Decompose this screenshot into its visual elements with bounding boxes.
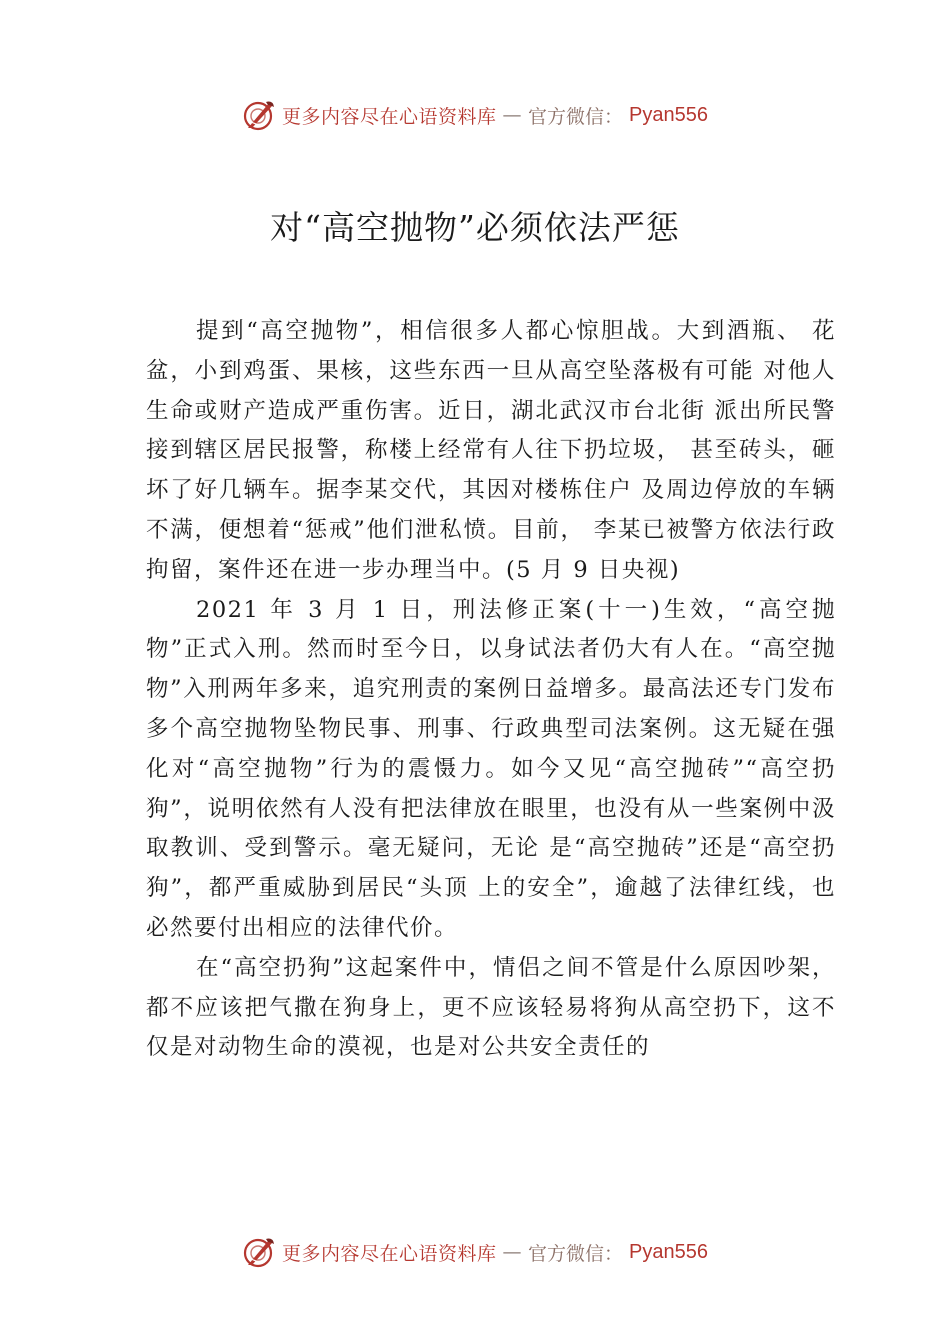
- quill-logo-icon: [242, 1235, 276, 1269]
- banner-slogan: 更多内容尽在心语资料库: [282, 1242, 497, 1265]
- header-banner: [0, 95, 950, 135]
- article-body: [146, 312, 836, 1068]
- article-title: 对“高空抛物”必须依法严惩: [270, 208, 680, 247]
- banner-separator: —: [502, 1241, 523, 1263]
- article-paragraph: 提到“高空抛物”，相信很多人都心惊胆战。大到酒瓶、 花盆，小到鸡蛋、果核，这些东西一旦从高空坠落极有可能 对他人生命或财产造成严重伤害。近日，湖北武汉市台北街 派出所民警接到辖区居民报警，称楼上经常有人往下扔垃圾， 甚至砖头，砸坏了好几辆车。据李某交代，其因对楼栋住户 及周边停放的车辆不满，便想着“惩戒”他们泄私愤。目前， 李某已被警方依法行政拘留，案件还在进一步办理当中。(5 月 9 日央视): [146, 318, 836, 583]
- article-paragraph: 2021 年 3 月 1 日，刑法修正案(十一)生效，“高空抛物”正式入刑。然而时至今日，以身试法者仍大有人在。“高空抛物”入刑两年多来，追究刑责的案例日益增多。最高法还专门发布多个高空抛物坠物民事、刑事、行政典型司法案例。这无疑在强化对“高空抛物”行为的震慑力。如今又见“高空抛砖”“高空扔狗”，说明依然有人没有把法律放在眼里，也没有从一些案例中汲取教训、受到警示。毫无疑问，无论 是“高空抛砖”还是“高空扔狗”，都严重威胁到居民“头顶 上的安全”，逾越了法律红线，也必然要付出相应的法律代价。: [146, 596, 836, 941]
- banner-wechat-id: Pyan556: [629, 1240, 708, 1263]
- banner-wechat-id: Pyan556: [629, 103, 708, 126]
- quill-logo-icon: [242, 98, 276, 132]
- banner-separator: —: [502, 104, 523, 126]
- footer-banner: [0, 1232, 950, 1272]
- banner-slogan: 更多内容尽在心语资料库: [282, 105, 497, 128]
- banner-wechat-label: 官方微信：: [528, 105, 624, 128]
- article-paragraph: 在“高空扔狗”这起案件中，情侣之间不管是什么原因吵架，都不应该把气撒在狗身上，更不应该轻易将狗从高空扔下，这不仅是对动物生命的漠视，也是对公共安全责任的: [146, 954, 836, 1061]
- banner-wechat-label: 官方微信：: [528, 1242, 624, 1265]
